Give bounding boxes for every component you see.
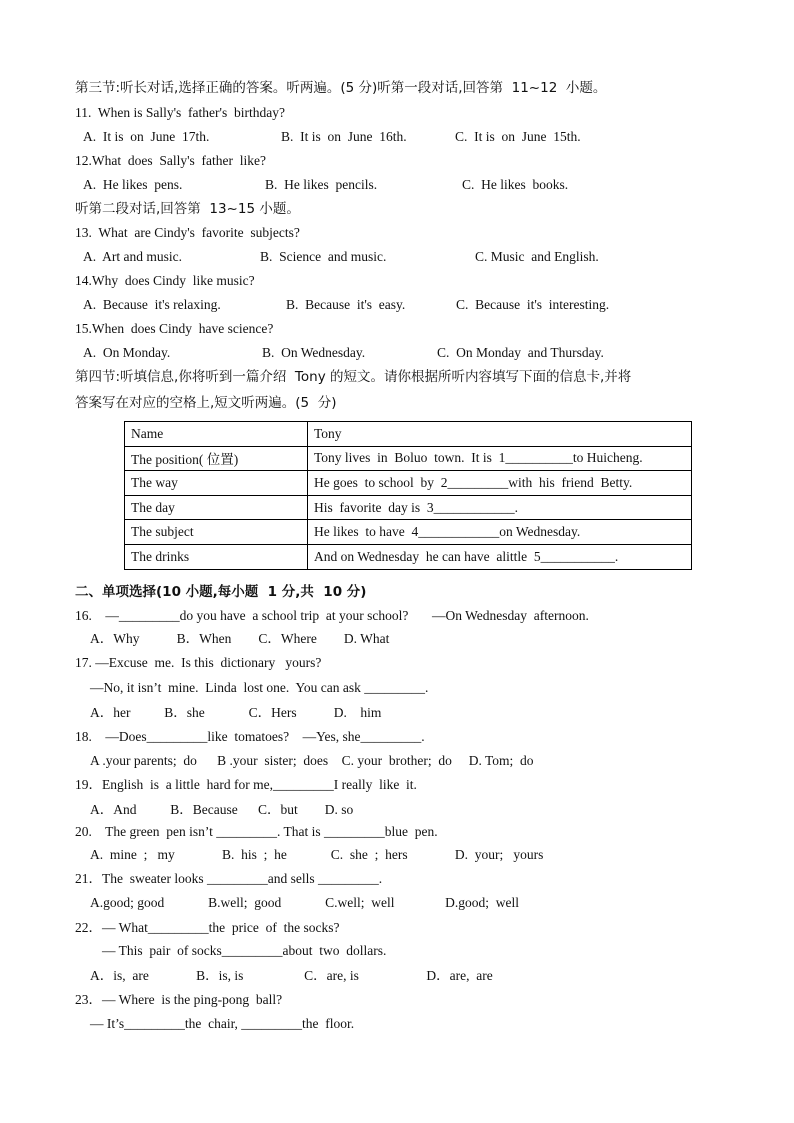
q23-stem2: — It’s_________the chair, _________the floor.: [90, 1016, 355, 1031]
row-label: The drinks: [125, 544, 308, 569]
q17-stem2: —No, it isn’t mine. Linda lost one. You can ask _________.: [90, 680, 429, 695]
table-row: [125, 495, 692, 520]
q11-option-c[interactable]: C. It is on June 15th.: [455, 129, 581, 144]
table-row: [125, 520, 692, 545]
table-row: [125, 471, 692, 496]
table-row: [125, 544, 692, 569]
q21-stem: 21．The sweater looks _________and sells _________.: [75, 871, 383, 886]
q15-option-b[interactable]: B. On Wednesday.: [262, 345, 366, 360]
section3-sub2: 听第二段对话,回答第 13~15 小题。: [75, 201, 300, 217]
q13-option-b[interactable]: B. Science and music.: [260, 249, 387, 264]
table-row: [125, 422, 692, 447]
q17-stem: 17. —Excuse me. Is this dictionary yours?: [75, 655, 322, 670]
q12-option-a[interactable]: A. He likes pens.: [83, 177, 183, 192]
q14-option-a[interactable]: A. Because it's relaxing.: [83, 297, 221, 312]
q16-options[interactable]: A．Why B．When C．Where D. What: [90, 631, 390, 646]
q14-option-b[interactable]: B. Because it's easy.: [286, 297, 406, 312]
q23-stem: 23．— Where is the ping-pong ball?: [75, 992, 283, 1007]
q19-stem: 19．English is a little hard for me,_________I really like it.: [75, 777, 417, 792]
q11-stem: 11. When is Sally's father's birthday?: [75, 105, 285, 120]
q12-option-b[interactable]: B. He likes pencils.: [265, 177, 378, 192]
q20-stem: 20. The green pen isn’t _________. That is _________blue pen.: [75, 824, 438, 839]
row-value[interactable]: And on Wednesday he can have alittle 5___________.: [308, 544, 692, 569]
q15-option-a[interactable]: A. On Monday.: [83, 345, 171, 360]
section3-header: 第三节:听长对话,选择正确的答案。听两遍。(5 分)听第一段对话,回答第 11~12 小题。: [75, 80, 607, 96]
q22-options[interactable]: A．is, are B．is, is C．are, is D．are, are: [90, 968, 493, 983]
row-label: Name: [125, 422, 308, 447]
q21-options[interactable]: A.good; good B.well; good C.well; well D.good; well: [90, 895, 519, 910]
q20-options[interactable]: A. mine ; my B. his ; he C. she ; hers D. your; yours: [90, 847, 544, 862]
row-label: The way: [125, 471, 308, 496]
q11-option-b[interactable]: B. It is on June 16th.: [281, 129, 407, 144]
q11-option-a[interactable]: A. It is on June 17th.: [83, 129, 210, 144]
q15-option-c[interactable]: C. On Monday and Thursday.: [437, 345, 604, 360]
q12-stem: 12.What does Sally's father like?: [75, 153, 267, 168]
q13-option-a[interactable]: A. Art and music.: [83, 249, 182, 264]
row-value[interactable]: He likes to have 4____________on Wednesday.: [308, 520, 692, 545]
row-label: The day: [125, 495, 308, 520]
part2-header: 二、单项选择(10 小题,每小题 1 分,共 10 分): [75, 584, 367, 600]
row-value[interactable]: Tony lives in Boluo town. It is 1__________to Huicheng.: [308, 446, 692, 471]
q22-stem: 22．— What_________the price of the socks?: [75, 920, 340, 935]
row-value[interactable]: He goes to school by 2_________with his friend Betty.: [308, 471, 692, 496]
row-label: The subject: [125, 520, 308, 545]
row-value: Tony: [308, 422, 692, 447]
q13-stem: 13. What are Cindy's favorite subjects?: [75, 225, 300, 240]
q13-option-c[interactable]: C. Music and English.: [475, 249, 599, 264]
q14-stem: 14.Why does Cindy like music?: [75, 273, 255, 288]
q15-stem: 15.When does Cindy have science?: [75, 321, 274, 336]
q19-options[interactable]: A．And B．Because C．but D. so: [90, 802, 354, 817]
row-label: The position( 位置): [125, 446, 308, 471]
section4-header-line2: 答案写在对应的空格上,短文听两遍。(5 分): [75, 395, 337, 411]
info-card-table: [124, 421, 692, 570]
q16-stem: 16. —_________do you have a school trip at your school? —On Wednesday afternoon.: [75, 608, 589, 623]
q12-option-c[interactable]: C. He likes books.: [462, 177, 569, 192]
section4-header-line1: 第四节:听填信息,你将听到一篇介绍 Tony 的短文。请你根据所听内容填写下面的信息卡,并将: [75, 369, 632, 385]
q14-option-c[interactable]: C. Because it's interesting.: [456, 297, 610, 312]
q22-stem2: — This pair of socks_________about two dollars.: [102, 943, 387, 958]
row-value[interactable]: His favorite day is 3____________.: [308, 495, 692, 520]
q17-options[interactable]: A．her B．she C．Hers D. him: [90, 705, 382, 720]
q18-stem: 18. —Does_________like tomatoes? —Yes, she_________.: [75, 729, 425, 744]
q18-options[interactable]: A .your parents; do B .your sister; does C. your brother; do D. Tom; do: [90, 753, 534, 768]
table-row: [125, 446, 692, 471]
